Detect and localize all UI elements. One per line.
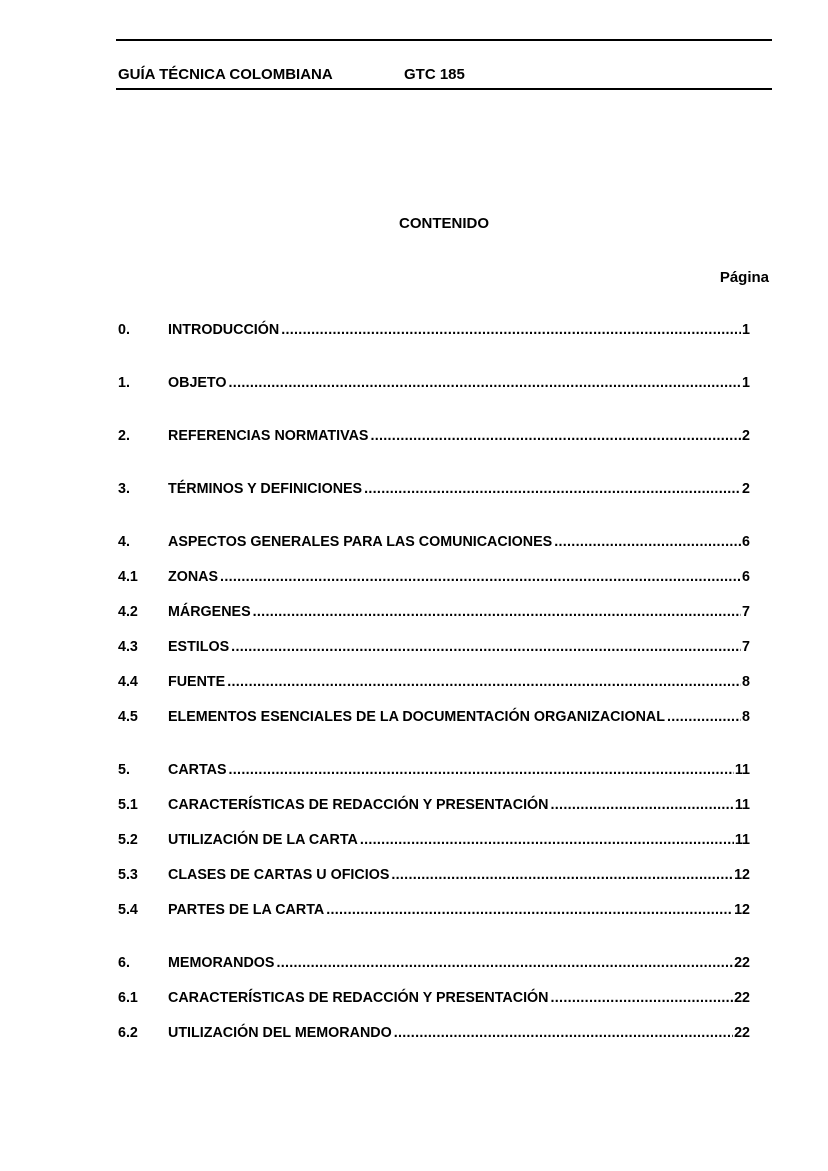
contents-title: CONTENIDO bbox=[399, 215, 489, 232]
toc-dot-leader bbox=[220, 567, 741, 587]
header-bottom-rule bbox=[116, 88, 772, 90]
toc-entry-number: 4.1 bbox=[118, 569, 138, 585]
toc-entry[interactable] bbox=[118, 795, 750, 815]
toc-dot-leader bbox=[281, 320, 741, 340]
toc-entry-page: 11 bbox=[734, 797, 750, 813]
toc-entry-number: 5. bbox=[118, 762, 130, 778]
toc-entry-label: OBJETO bbox=[168, 375, 227, 391]
toc-entry-label: INTRODUCCIÓN bbox=[168, 322, 280, 338]
toc-entry[interactable] bbox=[118, 373, 750, 393]
toc-entry-page: 12 bbox=[734, 902, 750, 918]
toc-entry-page: 8 bbox=[742, 674, 750, 690]
toc-entry-number: 6.1 bbox=[118, 990, 138, 1006]
toc-entry-page: 1 bbox=[742, 375, 750, 391]
toc-entry-label: UTILIZACIÓN DE LA CARTA bbox=[168, 832, 358, 848]
toc-entry[interactable] bbox=[118, 953, 750, 973]
toc-entry-number: 4.4 bbox=[118, 674, 138, 690]
toc-dot-leader bbox=[227, 672, 741, 692]
toc-entry-label: TÉRMINOS Y DEFINICIONES bbox=[168, 481, 363, 497]
toc-entry[interactable] bbox=[118, 707, 750, 727]
toc-entry[interactable] bbox=[118, 865, 750, 885]
header-top-rule bbox=[116, 39, 772, 41]
toc-dot-leader bbox=[229, 373, 742, 393]
toc-entry-number: 5.2 bbox=[118, 832, 138, 848]
toc-entry[interactable] bbox=[118, 900, 750, 920]
toc-entry-page: 2 bbox=[742, 481, 750, 497]
toc-dot-leader bbox=[551, 795, 734, 815]
toc-dot-leader bbox=[394, 1023, 733, 1043]
toc-entry-number: 4.5 bbox=[118, 709, 138, 725]
toc-entry-number: 0. bbox=[118, 322, 130, 338]
toc-entry-number: 4.3 bbox=[118, 639, 138, 655]
toc-entry-page: 8 bbox=[742, 709, 750, 725]
toc-dot-leader bbox=[360, 830, 734, 850]
toc-entry[interactable] bbox=[118, 602, 750, 622]
toc-entry-label: MÁRGENES bbox=[168, 604, 251, 620]
toc-dot-leader bbox=[364, 479, 741, 499]
toc-entry[interactable] bbox=[118, 637, 750, 657]
toc-entry-number: 3. bbox=[118, 481, 130, 497]
toc-entry-label: CLASES DE CARTAS U OFICIOS bbox=[168, 867, 390, 883]
toc-dot-leader bbox=[370, 426, 741, 446]
toc-entry-label: ESTILOS bbox=[168, 639, 230, 655]
toc-dot-leader bbox=[276, 953, 733, 973]
toc-entry-label: CARTAS bbox=[168, 762, 227, 778]
toc-entry-page: 22 bbox=[734, 990, 750, 1006]
toc-entry-page: 6 bbox=[742, 569, 750, 585]
toc-entry-label: MEMORANDOS bbox=[168, 955, 275, 971]
toc-entry-number: 6. bbox=[118, 955, 130, 971]
toc-entry-page: 11 bbox=[734, 762, 750, 778]
toc-dot-leader bbox=[667, 707, 741, 727]
toc-entry-label: FUENTE bbox=[168, 674, 226, 690]
toc-entry-page: 1 bbox=[742, 322, 750, 338]
toc-entry-label: CARACTERÍSTICAS DE REDACCIÓN Y PRESENTACIÓN bbox=[168, 797, 549, 813]
toc-entry-page: 7 bbox=[742, 639, 750, 655]
toc-entry[interactable] bbox=[118, 320, 750, 340]
page-column-label: Página bbox=[719, 269, 769, 286]
toc-entry-label: ZONAS bbox=[168, 569, 219, 585]
header-document-type: GUÍA TÉCNICA COLOMBIANA bbox=[118, 66, 333, 83]
toc-entry-number: 4. bbox=[118, 534, 130, 550]
toc-entry-label: UTILIZACIÓN DEL MEMORANDO bbox=[168, 1025, 392, 1041]
toc-entry[interactable] bbox=[118, 567, 750, 587]
toc-entry-number: 5.1 bbox=[118, 797, 138, 813]
toc-entry[interactable] bbox=[118, 760, 750, 780]
toc-dot-leader bbox=[326, 900, 733, 920]
toc-entry-number: 4.2 bbox=[118, 604, 138, 620]
toc-dot-leader bbox=[253, 602, 741, 622]
toc-entry-number: 5.3 bbox=[118, 867, 138, 883]
toc-entry-label: ELEMENTOS ESENCIALES DE LA DOCUMENTACIÓN ORGANIZACIONAL bbox=[168, 709, 665, 725]
toc-entry-page: 7 bbox=[742, 604, 750, 620]
toc-entry-page: 2 bbox=[742, 428, 750, 444]
toc-entry-label: PARTES DE LA CARTA bbox=[168, 902, 325, 918]
toc-entry-page: 11 bbox=[734, 832, 750, 848]
toc-entry-page: 22 bbox=[734, 1025, 750, 1041]
toc-entry-label: CARACTERÍSTICAS DE REDACCIÓN Y PRESENTACIÓN bbox=[168, 990, 549, 1006]
toc-dot-leader bbox=[231, 637, 741, 657]
toc-dot-leader bbox=[551, 988, 734, 1008]
toc-entry[interactable] bbox=[118, 426, 750, 446]
toc-entry-label: REFERENCIAS NORMATIVAS bbox=[168, 428, 369, 444]
toc-entry-page: 22 bbox=[734, 955, 750, 971]
toc-dot-leader bbox=[229, 760, 734, 780]
toc-entry[interactable] bbox=[118, 479, 750, 499]
header-document-code: GTC 185 bbox=[404, 66, 465, 83]
toc-entry-number: 1. bbox=[118, 375, 130, 391]
toc-dot-leader bbox=[554, 532, 741, 552]
page-header bbox=[118, 65, 772, 85]
toc-entry-number: 5.4 bbox=[118, 902, 138, 918]
toc-entry[interactable] bbox=[118, 672, 750, 692]
toc-entry-page: 6 bbox=[742, 534, 750, 550]
toc-entry-page: 12 bbox=[734, 867, 750, 883]
toc-entry-number: 2. bbox=[118, 428, 130, 444]
toc-entry[interactable] bbox=[118, 988, 750, 1008]
toc-entry-label: ASPECTOS GENERALES PARA LAS COMUNICACIONES bbox=[168, 534, 553, 550]
toc-entry-number: 6.2 bbox=[118, 1025, 138, 1041]
toc-entry[interactable] bbox=[118, 1023, 750, 1043]
toc-entry[interactable] bbox=[118, 830, 750, 850]
toc-entry[interactable] bbox=[118, 532, 750, 552]
toc-dot-leader bbox=[391, 865, 733, 885]
